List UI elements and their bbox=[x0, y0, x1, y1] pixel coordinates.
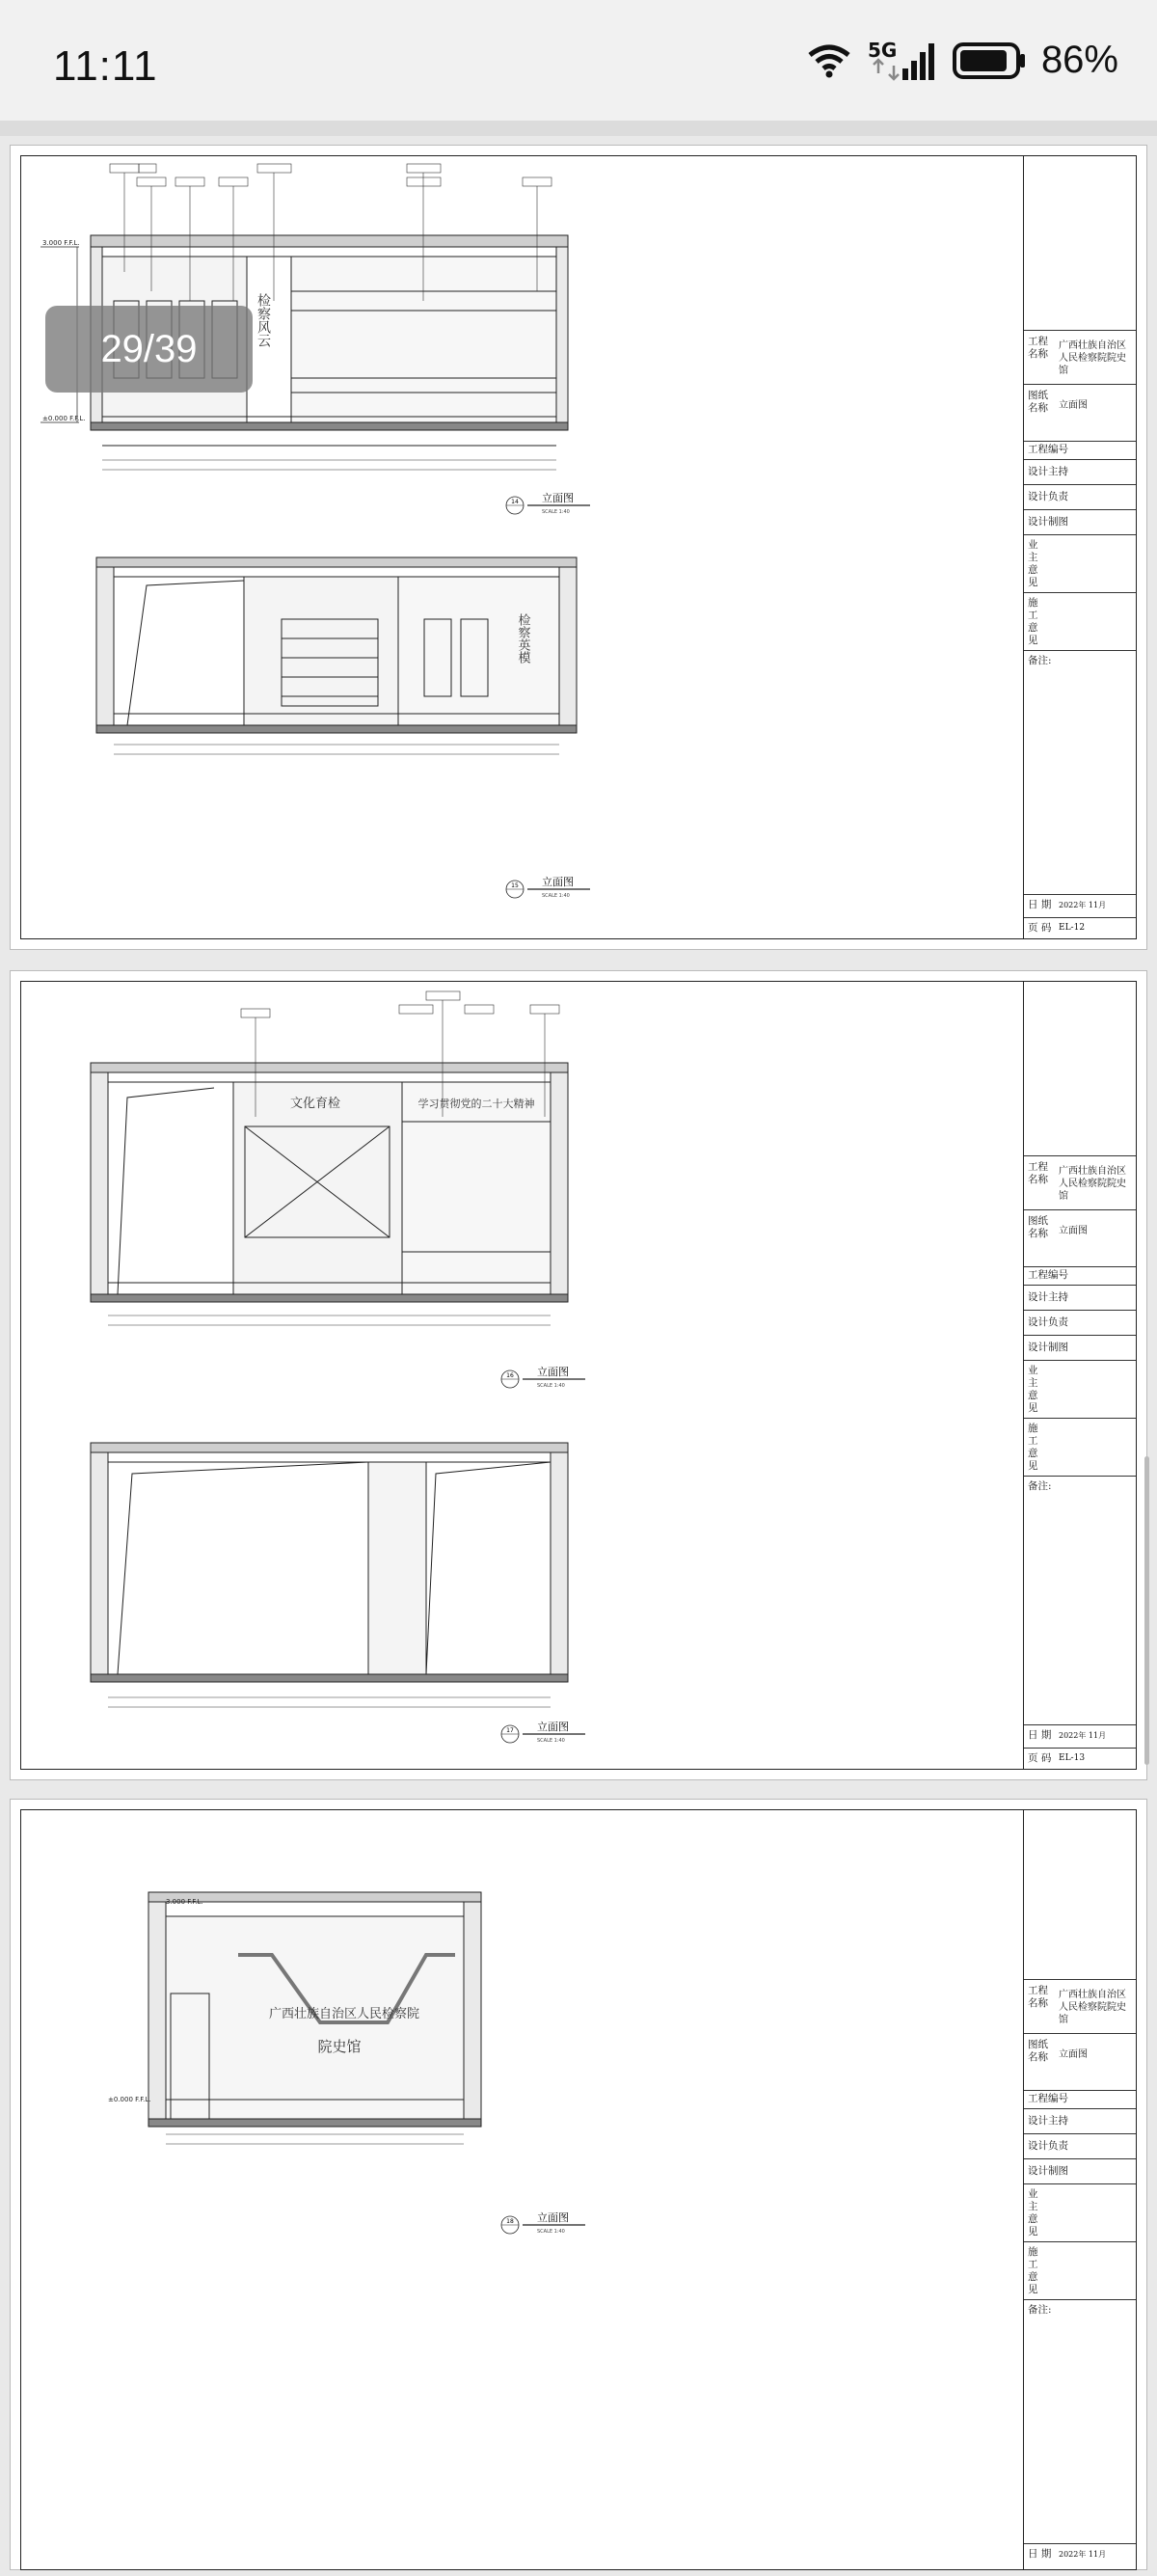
designer2-label: 设计负责 bbox=[1028, 491, 1068, 502]
drawing-sheet-2[interactable] bbox=[10, 970, 1147, 1780]
elevation-title: 立面图 bbox=[537, 1366, 569, 1378]
designer-label: 设计主持 bbox=[1028, 1291, 1068, 1303]
drawing-sheet-3[interactable] bbox=[10, 1799, 1147, 2570]
date-value: 2022年 11月 bbox=[1059, 1731, 1107, 1740]
sheet-2-drawing bbox=[21, 982, 1024, 1769]
drawing-code: EL-13 bbox=[1059, 1753, 1086, 1763]
elevation-scale: SCALE 1:40 bbox=[542, 893, 570, 899]
title-block bbox=[1023, 982, 1136, 1769]
drawing-code: EL-12 bbox=[1059, 923, 1086, 933]
drawing-label: 图纸名称 bbox=[1028, 390, 1048, 414]
cellular-signal-icon bbox=[866, 40, 939, 82]
code-label: 页 码 bbox=[1028, 922, 1052, 934]
date-value: 2022年 11月 bbox=[1059, 2550, 1107, 2559]
wall-subtitle-text: 院史馆 bbox=[317, 2038, 362, 2055]
wall-title-text: 文化育检 bbox=[289, 1097, 341, 1111]
designer2-label: 设计负责 bbox=[1028, 1316, 1068, 1328]
clock: 11:11 bbox=[53, 42, 158, 90]
owner-label: 业主意见 bbox=[1028, 539, 1038, 588]
status-bar bbox=[0, 0, 1157, 121]
sheet-1-drawing bbox=[21, 156, 1024, 938]
elevation-scale: SCALE 1:40 bbox=[537, 1383, 565, 1389]
elevation-scale: SCALE 1:40 bbox=[542, 509, 570, 515]
wall-subtitle-text: 学习贯彻党的二十大精神 bbox=[417, 1098, 535, 1110]
designer-label: 设计主持 bbox=[1028, 2115, 1068, 2127]
elevation-scale: SCALE 1:40 bbox=[537, 2229, 565, 2235]
level-bottom-label: ±0.000 F.F.L. bbox=[42, 415, 86, 422]
drawing-name: 立面图 bbox=[1059, 400, 1088, 411]
date-label: 日 期 bbox=[1028, 899, 1052, 910]
drafter-label: 设计制图 bbox=[1028, 2165, 1068, 2177]
elevation-scale: SCALE 1:40 bbox=[537, 1738, 565, 1744]
viewer-top-gap bbox=[0, 121, 1157, 136]
remarks-label: 备注: bbox=[1028, 1480, 1052, 1492]
remarks-label: 备注: bbox=[1028, 655, 1052, 666]
drawing-label: 图纸名称 bbox=[1028, 1215, 1048, 1239]
elevation-number: 15 bbox=[511, 882, 519, 889]
elevation-number: 14 bbox=[511, 499, 519, 505]
drawing-name: 立面图 bbox=[1059, 2049, 1088, 2060]
sheet-3-drawing bbox=[21, 1810, 1024, 2569]
wall-title-text: 广西壮族自治区人民检察院 bbox=[268, 2007, 420, 2021]
drafter-label: 设计制图 bbox=[1028, 516, 1068, 528]
elevation-number: 17 bbox=[506, 1727, 514, 1734]
elevation-title: 立面图 bbox=[537, 2211, 569, 2224]
scrollbar-thumb[interactable] bbox=[1144, 1456, 1149, 1765]
project-name: 广西壮族自治区人民检察院院史馆 bbox=[1059, 1166, 1126, 1202]
battery-icon bbox=[953, 41, 1028, 80]
date-label: 日 期 bbox=[1028, 1729, 1052, 1741]
sheet-frame bbox=[20, 1809, 1137, 2570]
level-top-label: 3.000 F.F.L. bbox=[42, 239, 80, 247]
builder-label: 施工意见 bbox=[1028, 597, 1038, 646]
owner-label: 业主意见 bbox=[1028, 2188, 1038, 2237]
owner-label: 业主意见 bbox=[1028, 1365, 1038, 1414]
date-value: 2022年 11月 bbox=[1059, 901, 1107, 909]
title-block bbox=[1023, 1810, 1136, 2569]
date-label: 日 期 bbox=[1028, 2548, 1052, 2560]
number-label: 工程编号 bbox=[1028, 2093, 1068, 2104]
elevation-number: 16 bbox=[506, 1372, 514, 1379]
project-label: 工程名称 bbox=[1028, 336, 1048, 360]
wifi-icon bbox=[806, 43, 852, 78]
remarks-label: 备注: bbox=[1028, 2304, 1052, 2316]
level-bottom-label: ±0.000 F.F.L. bbox=[108, 2096, 151, 2103]
project-label: 工程名称 bbox=[1028, 1161, 1048, 1185]
level-top-label: 3.000 F.F.L. bbox=[166, 1898, 203, 1906]
project-name: 广西壮族自治区人民检察院院史馆 bbox=[1059, 1990, 1126, 2025]
number-label: 工程编号 bbox=[1028, 1269, 1068, 1281]
elevation-title: 立面图 bbox=[542, 876, 574, 888]
project-label: 工程名称 bbox=[1028, 1985, 1048, 2009]
wall-subtitle-text: 检察英模 bbox=[515, 613, 530, 664]
designer-label: 设计主持 bbox=[1028, 466, 1068, 477]
drawing-sheet-1[interactable] bbox=[10, 145, 1147, 950]
page-counter-badge: 29/39 bbox=[45, 306, 253, 393]
builder-label: 施工意见 bbox=[1028, 1423, 1038, 1472]
elevation-drawing-2 bbox=[21, 982, 1024, 1771]
title-block bbox=[1023, 156, 1136, 938]
wall-title-text: 检察风云 bbox=[256, 293, 271, 347]
status-icons bbox=[806, 39, 1118, 82]
elevation-number: 18 bbox=[506, 2218, 514, 2225]
elevation-title: 立面图 bbox=[537, 1721, 569, 1733]
designer2-label: 设计负责 bbox=[1028, 2140, 1068, 2152]
elevation-drawing-3 bbox=[21, 1810, 1024, 2572]
elevation-drawing-1 bbox=[21, 156, 1024, 940]
drafter-label: 设计制图 bbox=[1028, 1342, 1068, 1353]
network-type-label: 5G bbox=[867, 39, 898, 62]
drawing-label: 图纸名称 bbox=[1028, 2039, 1048, 2063]
sheet-frame bbox=[20, 981, 1137, 1770]
project-name: 广西壮族自治区人民检察院院史馆 bbox=[1059, 340, 1126, 376]
builder-label: 施工意见 bbox=[1028, 2246, 1038, 2295]
elevation-title: 立面图 bbox=[542, 492, 574, 504]
battery-percentage: 86% bbox=[1040, 39, 1118, 81]
drawing-name: 立面图 bbox=[1059, 1226, 1088, 1236]
number-label: 工程编号 bbox=[1028, 444, 1068, 455]
code-label: 页 码 bbox=[1028, 1752, 1052, 1764]
sheet-frame bbox=[20, 155, 1137, 939]
